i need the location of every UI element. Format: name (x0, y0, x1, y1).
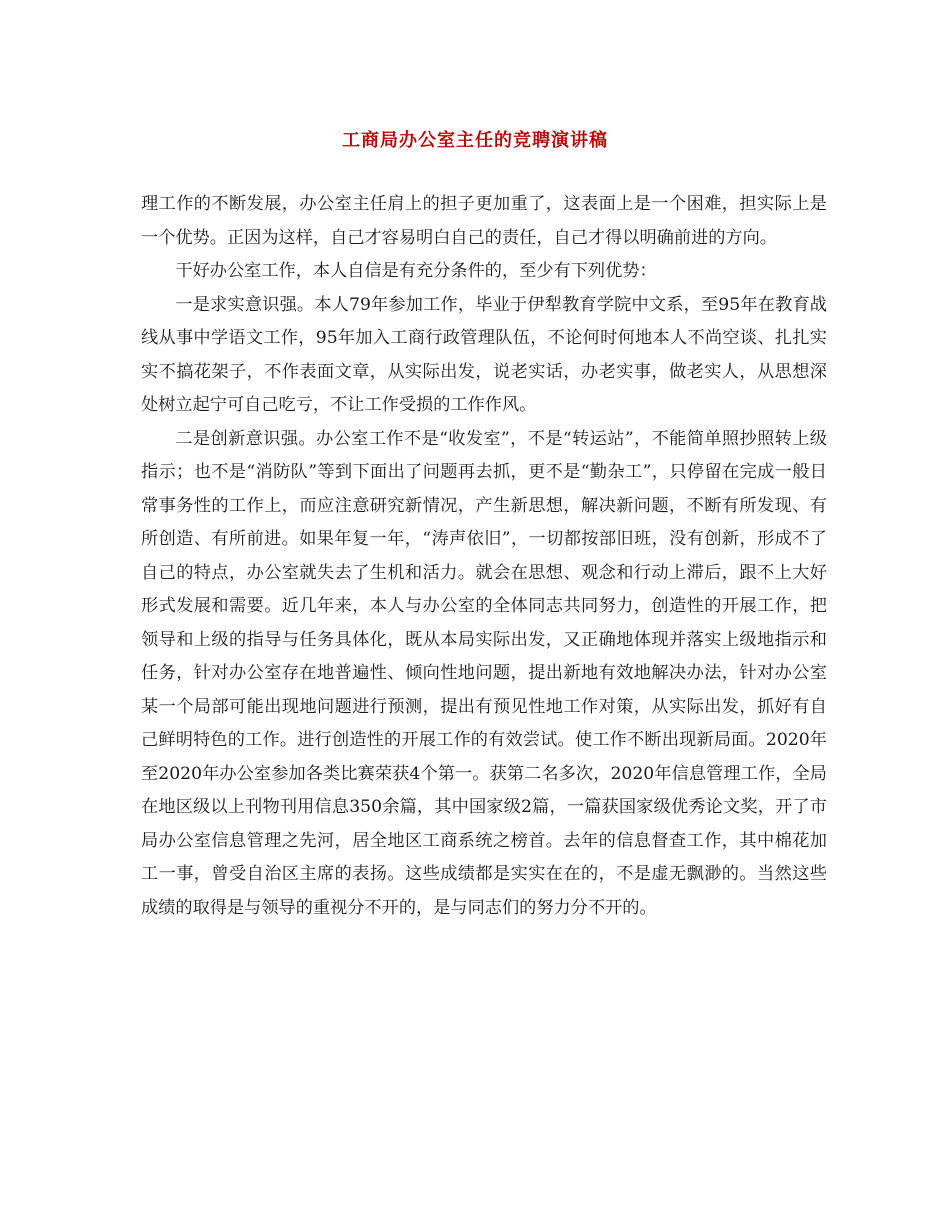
document-title: 工商局办公室主任的竞聘演讲稿 (342, 130, 608, 151)
document-body (141, 188, 827, 925)
paragraph-continuation: 理工作的不断发展，办公室主任肩上的担子更加重了，这表面上是一个困难，担实际上是一个优势。正因为这样，自己才容易明白自己的责任，自己才得以明确前进的方向。 (141, 194, 827, 248)
paragraph-advantages-intro: 干好办公室工作，本人自信是有充分条件的，至少有下列优势： (175, 261, 657, 281)
paragraph-realism: 一是求实意识强。本人79年参加工作，毕业于伊犁教育学院中文系，至95年在教育战线从事中学语文工作，95年加入工商行政管理队伍，不论何时何地本人不尚空谈、扎扎实实不搞花架子，不作表面文章，从实际出发，说老实话，办老实事，做老实人，从思想深处树立起宁可自己吃亏，不让工作受损的工作作风。 (141, 294, 827, 415)
paragraph-innovation: 二是创新意识强。办公室工作不是“收发室”，不是“转运站”，不能简单照抄照转上级指示；也不是“消防队”等到下面出了问题再去抓，更不是“勤杂工”，只停留在完成一般日常事务性的工作上，而应注意研究新情况，产生新思想，解决新问题，不断有所发现、有所创造、有所前进。如果年复一年，“涛声依旧”，一切都按部旧班，没有创新，形成不了自己的特点，办公室就失去了生机和活力。就会在思想、观念和行动上滞后，跟不上大好形式发展和需要。近几年来，本人与办公室的全体同志共同努力，创造性的开展工作，把领导和上级的指导与任务具体化，既从本局实际出发，又正确地体现并落实上级地指示和任务，针对办公室存在地普遍性、倾向性地问题，提出新地有效地解决办法，针对办公室某一个局部可能出现地问题进行预测，提出有预见性地工作对策，从实际出发，抓好有自己鲜明特色的工作。进行创造性的开展工作的有效尝试。使工作不断出现新局面。2020年至2020年办公室参加各类比赛荣获4个第一。获第二名多次，2020年信息管理工作，全局在地区级以上刊物刊用信息350余篇，其中国家级2篇，一篇获国家级优秀论文奖，开了市局办公室信息管理之先河，居全地区工商系统之榜首。去年的信息督查工作，其中棉花加工一事，曾受自治区主席的表扬。这些成绩都是实实在在的，不是虚无飘渺的。当然这些成绩的取得是与领导的重视分不开的，是与同志们的努力分不开的。 (141, 428, 827, 918)
